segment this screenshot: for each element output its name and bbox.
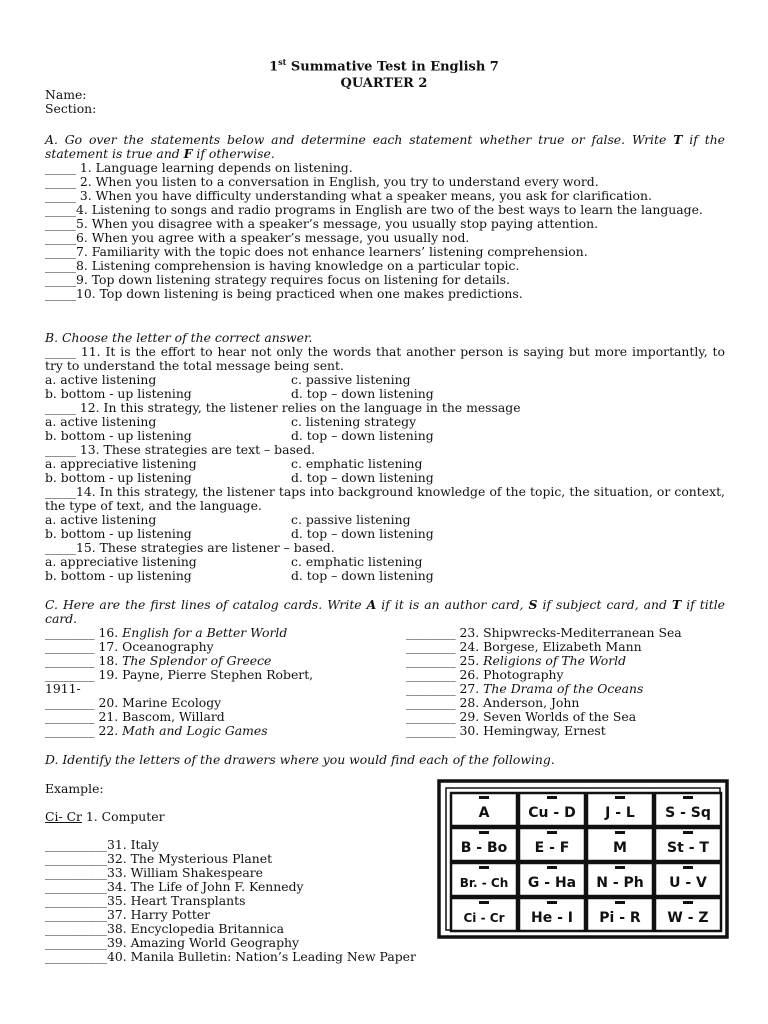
- choices-row: b. bottom - up listening d. top – down listening: [45, 428, 434, 443]
- catalog-item-28: ________ 28. Anderson, John: [406, 695, 580, 710]
- part-a-item: _____ 2. When you listen to a conversation in English, you try to understand every word.: [45, 174, 599, 189]
- drawer-handle: [547, 831, 557, 834]
- part-c-right-column: [406, 626, 725, 738]
- drawer-handle: [615, 901, 625, 904]
- drawer-label: U - V: [669, 875, 707, 891]
- choices-row: b. bottom - up listening d. top – down listening: [45, 470, 434, 485]
- drawer-handle: [479, 831, 489, 834]
- catalog-item-22: ________ 22. Math and Logic Games: [45, 723, 268, 738]
- question-11: _____ 11. It is the effort to hear not only the words that another person is saying but more importantly, to try to understand the total message being sent.: [45, 344, 725, 373]
- example-item: 1. Computer: [81, 809, 165, 824]
- catalog-item-27: ________ 27. The Drama of the Oceans: [406, 681, 644, 696]
- drawer-label: B - Bo: [460, 840, 508, 856]
- drawer-handle: [547, 866, 557, 869]
- example-label: Example:: [45, 781, 104, 796]
- catalog-item-30: ________ 30. Hemingway, Ernest: [406, 723, 606, 738]
- part-b: [45, 331, 725, 583]
- drawer-label: N - Ph: [596, 875, 644, 891]
- drawer-handle: [683, 866, 693, 869]
- drawer-item: __________38. Encyclopedia Britannica: [45, 921, 285, 936]
- drawer-item: __________39. Amazing World Geography: [45, 935, 299, 950]
- drawer-label: Ci - Cr: [463, 911, 505, 925]
- drawer-handle: [479, 796, 489, 799]
- header-fields: [45, 88, 725, 116]
- part-c-left-column: [45, 626, 406, 738]
- part-c-instructions: C. Here are the first lines of catalog cards. Write A if it is an author card, S if subject card, and T if title card.: [45, 597, 725, 626]
- part-a-item: _____6. When you agree with a speaker’s message, you usually nod.: [45, 230, 470, 245]
- catalog-item-29: ________ 29. Seven Worlds of the Sea: [406, 709, 637, 724]
- card-catalog-drawers: [437, 779, 729, 939]
- question-14: _____14. In this strategy, the listener taps into background knowledge of the topic, the situation, or context, the type of text, and the language.: [45, 484, 725, 513]
- drawer-handle: [615, 831, 625, 834]
- part-a: [45, 133, 725, 301]
- drawer-handle: [615, 796, 625, 799]
- part-a-item: _____ 1. Language learning depends on listening.: [45, 160, 353, 175]
- catalog-item-21: ________ 21. Bascom, Willard: [45, 709, 225, 724]
- drawer-item: __________31. Italy: [45, 837, 159, 852]
- catalog-item-17: ________ 17. Oceanography: [45, 639, 214, 654]
- part-a-item: _____ 3. When you have difficulty understanding what a speaker means, you ask for clarification.: [45, 188, 652, 203]
- choices-row: a. active listening c. listening strategy: [45, 414, 417, 429]
- drawer-handle: [683, 796, 693, 799]
- drawer-item: __________40. Manila Bulletin: Nation’s Leading New Paper: [45, 949, 416, 964]
- choices-row: a. active listening c. passive listening: [45, 372, 411, 387]
- section-label: Section:: [45, 101, 97, 116]
- drawer-label: Cu - D: [528, 805, 576, 821]
- part-a-item: _____10. Top down listening is being practiced when one makes predictions.: [45, 286, 523, 301]
- part-a-item: _____9. Top down listening strategy requires focus on listening for details.: [45, 272, 510, 287]
- question-12: _____ 12. In this strategy, the listener relies on the language in the message: [45, 400, 521, 415]
- quarter-label: QUARTER 2: [340, 76, 428, 92]
- part-a-item: _____5. When you disagree with a speaker’s message, you usually stop paying attention.: [45, 216, 599, 231]
- choices-row: b. bottom - up listening d. top – down listening: [45, 568, 434, 583]
- part-c-items: [45, 626, 725, 738]
- name-label: Name:: [45, 87, 87, 102]
- drawer-handle: [547, 796, 557, 799]
- drawer-label: St - T: [667, 840, 709, 856]
- drawer-handle: [479, 901, 489, 904]
- drawer-handle: [683, 831, 693, 834]
- part-d-instructions: D. Identify the letters of the drawers where you would find each of the following.: [45, 752, 555, 767]
- drawer-item: __________34. The Life of John F. Kennedy: [45, 879, 304, 894]
- drawer-label: G - Ha: [527, 875, 577, 891]
- part-d-example-line: [45, 810, 425, 824]
- choices-row: a. appreciative listening c. emphatic listening: [45, 554, 423, 569]
- drawer-handle: [683, 901, 693, 904]
- catalog-item-26: ________ 26. Photography: [406, 667, 564, 682]
- catalog-item-25: ________ 25. Religions of The World: [406, 653, 627, 668]
- drawer-item: __________37. Harry Potter: [45, 907, 211, 922]
- drawer-label: W - Z: [667, 910, 709, 926]
- part-d-example: [45, 782, 425, 796]
- part-a-instructions: A. Go over the statements below and determine each statement whether true or false. Write T if the statement is true and F if otherwise.: [45, 132, 726, 161]
- drawer-handle: [547, 901, 557, 904]
- choices-row: b. bottom - up listening d. top – down listening: [45, 526, 434, 541]
- catalog-item-20: ________ 20. Marine Ecology: [45, 695, 222, 710]
- catalog-item-23: ________ 23. Shipwrecks-Mediterranean Sea: [406, 625, 682, 640]
- part-b-instructions: B. Choose the letter of the correct answer.: [45, 330, 313, 345]
- part-a-item: _____7. Familiarity with the topic does not enhance learners’ listening comprehension.: [45, 244, 588, 259]
- drawer-item: __________32. The Mysterious Planet: [45, 851, 273, 866]
- drawer-label: He - I: [531, 910, 573, 926]
- question-15: _____15. These strategies are listener – based.: [45, 540, 335, 555]
- drawer-label: J - L: [605, 805, 635, 821]
- choices-row: a. appreciative listening c. emphatic listening: [45, 456, 423, 471]
- drawer-handle: [615, 866, 625, 869]
- example-answer: Ci- Cr: [45, 809, 82, 824]
- test-title: [0, 54, 768, 92]
- drawer-label: M: [613, 840, 627, 856]
- drawer-label: S - Sq: [665, 805, 711, 821]
- drawer-label: Pi - R: [599, 910, 641, 926]
- choices-row: a. active listening c. passive listening: [45, 512, 411, 527]
- catalog-item-19-continued: 1911-: [45, 681, 81, 696]
- catalog-item-19: ________ 19. Payne, Pierre Stephen Robert,: [45, 667, 314, 682]
- choices-row: b. bottom - up listening d. top – down listening: [45, 386, 434, 401]
- catalog-item-18: ________ 18. The Splendor of Greece: [45, 653, 272, 668]
- part-a-item: _____8. Listening comprehension is having knowledge on a particular topic.: [45, 258, 520, 273]
- title-number: 1: [269, 59, 279, 75]
- catalog-item-24: ________ 24. Borgese, Elizabeth Mann: [406, 639, 642, 654]
- part-a-item: _____4. Listening to songs and radio programs in English are two of the best ways to learn the language.: [45, 202, 703, 217]
- drawer-label: Br. - Ch: [459, 876, 509, 890]
- part-d-items: [45, 838, 435, 964]
- title-superscript: st: [278, 57, 287, 67]
- catalog-item-16: ________ 16. English for a Better World: [45, 625, 288, 640]
- title-text: Summative Test in English 7: [286, 59, 499, 75]
- drawer-item: __________33. William Shakespeare: [45, 865, 264, 880]
- drawer-item: __________35. Heart Transplants: [45, 893, 246, 908]
- question-13: _____ 13. These strategies are text – based.: [45, 442, 316, 457]
- drawer-handle: [479, 866, 489, 869]
- drawer-label: A: [478, 805, 490, 821]
- drawer-label: E - F: [534, 840, 570, 856]
